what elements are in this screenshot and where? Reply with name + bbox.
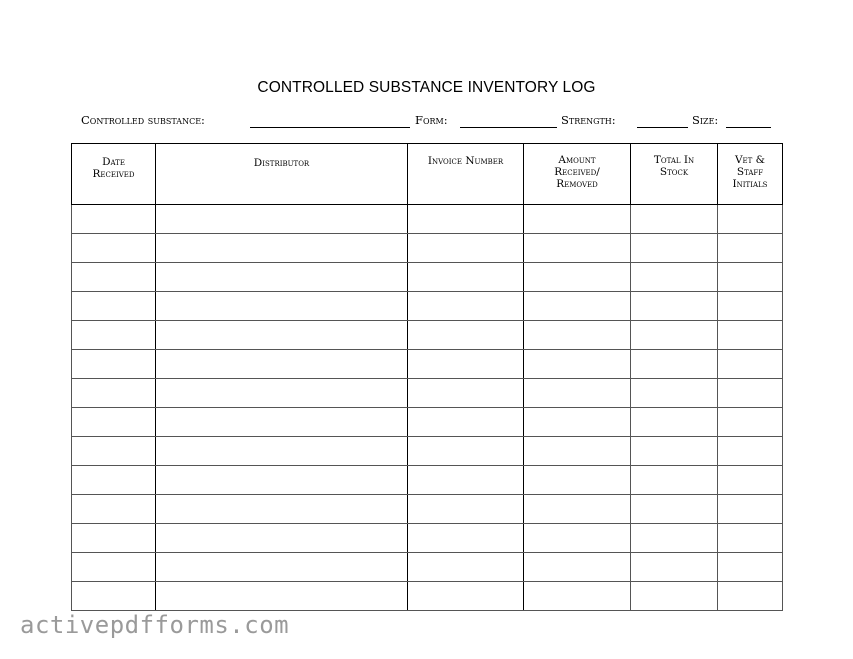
- cell-invoice-number[interactable]: [408, 495, 524, 524]
- cell-invoice-number[interactable]: [408, 292, 524, 321]
- table-row: [72, 524, 783, 553]
- cell-date-received[interactable]: [72, 582, 156, 611]
- cell-initials[interactable]: [718, 350, 783, 379]
- cell-date-received[interactable]: [72, 379, 156, 408]
- table-row: [72, 553, 783, 582]
- controlled-substance-field[interactable]: [250, 127, 410, 128]
- cell-total-in-stock[interactable]: [631, 292, 718, 321]
- cell-invoice-number[interactable]: [408, 553, 524, 582]
- cell-total-in-stock[interactable]: [631, 466, 718, 495]
- col-header-total-in-stock: Total In Stock: [631, 144, 718, 205]
- col-header-vet-staff-initials: Vet & Staff Initials: [718, 144, 783, 205]
- strength-field[interactable]: [637, 127, 688, 128]
- watermark: activepdfforms.com: [20, 611, 290, 639]
- cell-initials[interactable]: [718, 234, 783, 263]
- cell-total-in-stock[interactable]: [631, 205, 718, 234]
- strength-label: Strength:: [561, 113, 616, 127]
- col-header-distributor: Distributor: [156, 144, 408, 205]
- cell-invoice-number[interactable]: [408, 350, 524, 379]
- cell-distributor[interactable]: [156, 553, 408, 582]
- size-label: Size:: [692, 113, 719, 127]
- cell-invoice-number[interactable]: [408, 524, 524, 553]
- table-row: [72, 379, 783, 408]
- cell-total-in-stock[interactable]: [631, 524, 718, 553]
- cell-total-in-stock[interactable]: [631, 350, 718, 379]
- cell-total-in-stock[interactable]: [631, 582, 718, 611]
- cell-initials[interactable]: [718, 292, 783, 321]
- cell-date-received[interactable]: [72, 205, 156, 234]
- cell-distributor[interactable]: [156, 292, 408, 321]
- cell-date-received[interactable]: [72, 524, 156, 553]
- cell-distributor[interactable]: [156, 234, 408, 263]
- cell-initials[interactable]: [718, 553, 783, 582]
- cell-total-in-stock[interactable]: [631, 437, 718, 466]
- cell-date-received[interactable]: [72, 234, 156, 263]
- table-row: [72, 437, 783, 466]
- header-fields: [81, 113, 781, 133]
- table-row: [72, 408, 783, 437]
- cell-total-in-stock[interactable]: [631, 495, 718, 524]
- table-row: [72, 292, 783, 321]
- cell-distributor[interactable]: [156, 350, 408, 379]
- cell-amount[interactable]: [524, 408, 631, 437]
- cell-initials[interactable]: [718, 466, 783, 495]
- cell-invoice-number[interactable]: [408, 205, 524, 234]
- col-header-date-received: Date Received: [72, 144, 156, 205]
- cell-date-received[interactable]: [72, 495, 156, 524]
- cell-total-in-stock[interactable]: [631, 408, 718, 437]
- cell-amount[interactable]: [524, 234, 631, 263]
- cell-initials[interactable]: [718, 205, 783, 234]
- cell-amount[interactable]: [524, 379, 631, 408]
- form-label: Form:: [415, 113, 448, 127]
- cell-initials[interactable]: [718, 379, 783, 408]
- cell-date-received[interactable]: [72, 292, 156, 321]
- table-row: [72, 321, 783, 350]
- cell-date-received[interactable]: [72, 321, 156, 350]
- table-body: [72, 205, 783, 611]
- cell-amount[interactable]: [524, 292, 631, 321]
- cell-invoice-number[interactable]: [408, 234, 524, 263]
- cell-distributor[interactable]: [156, 524, 408, 553]
- cell-invoice-number[interactable]: [408, 582, 524, 611]
- cell-date-received[interactable]: [72, 408, 156, 437]
- cell-distributor[interactable]: [156, 466, 408, 495]
- cell-total-in-stock[interactable]: [631, 321, 718, 350]
- table-row: [72, 350, 783, 379]
- cell-total-in-stock[interactable]: [631, 379, 718, 408]
- cell-invoice-number[interactable]: [408, 408, 524, 437]
- cell-invoice-number[interactable]: [408, 379, 524, 408]
- table-header-row: [72, 144, 783, 205]
- cell-total-in-stock[interactable]: [631, 553, 718, 582]
- cell-amount[interactable]: [524, 466, 631, 495]
- col-header-invoice-number: Invoice Number: [408, 144, 524, 205]
- cell-initials[interactable]: [718, 495, 783, 524]
- cell-amount[interactable]: [524, 263, 631, 292]
- inventory-log-table: [71, 143, 783, 611]
- col-header-amount-received-removed: Amount Received/ Removed: [524, 144, 631, 205]
- cell-amount[interactable]: [524, 321, 631, 350]
- cell-amount[interactable]: [524, 524, 631, 553]
- cell-initials[interactable]: [718, 408, 783, 437]
- table-row: [72, 263, 783, 292]
- table-row: [72, 495, 783, 524]
- cell-distributor[interactable]: [156, 379, 408, 408]
- cell-invoice-number[interactable]: [408, 437, 524, 466]
- cell-initials[interactable]: [718, 524, 783, 553]
- cell-date-received[interactable]: [72, 350, 156, 379]
- table-row: [72, 466, 783, 495]
- cell-amount[interactable]: [524, 495, 631, 524]
- controlled-substance-label: Controlled substance:: [81, 113, 205, 127]
- cell-distributor[interactable]: [156, 495, 408, 524]
- cell-distributor[interactable]: [156, 437, 408, 466]
- cell-initials[interactable]: [718, 582, 783, 611]
- cell-amount[interactable]: [524, 553, 631, 582]
- cell-initials[interactable]: [718, 437, 783, 466]
- cell-invoice-number[interactable]: [408, 466, 524, 495]
- table-row: [72, 582, 783, 611]
- cell-date-received[interactable]: [72, 263, 156, 292]
- cell-amount[interactable]: [524, 205, 631, 234]
- cell-total-in-stock[interactable]: [631, 234, 718, 263]
- cell-distributor[interactable]: [156, 205, 408, 234]
- cell-distributor[interactable]: [156, 321, 408, 350]
- table-row: [72, 234, 783, 263]
- table-row: [72, 205, 783, 234]
- page-title: CONTROLLED SUBSTANCE INVENTORY LOG: [257, 79, 596, 96]
- cell-initials[interactable]: [718, 321, 783, 350]
- cell-total-in-stock[interactable]: [631, 263, 718, 292]
- cell-date-received[interactable]: [72, 553, 156, 582]
- cell-date-received[interactable]: [72, 437, 156, 466]
- cell-amount[interactable]: [524, 582, 631, 611]
- cell-invoice-number[interactable]: [408, 263, 524, 292]
- cell-distributor[interactable]: [156, 263, 408, 292]
- cell-distributor[interactable]: [156, 408, 408, 437]
- cell-initials[interactable]: [718, 263, 783, 292]
- cell-distributor[interactable]: [156, 582, 408, 611]
- cell-amount[interactable]: [524, 437, 631, 466]
- cell-date-received[interactable]: [72, 466, 156, 495]
- cell-amount[interactable]: [524, 350, 631, 379]
- size-field[interactable]: [726, 127, 771, 128]
- form-field[interactable]: [460, 127, 557, 128]
- cell-invoice-number[interactable]: [408, 321, 524, 350]
